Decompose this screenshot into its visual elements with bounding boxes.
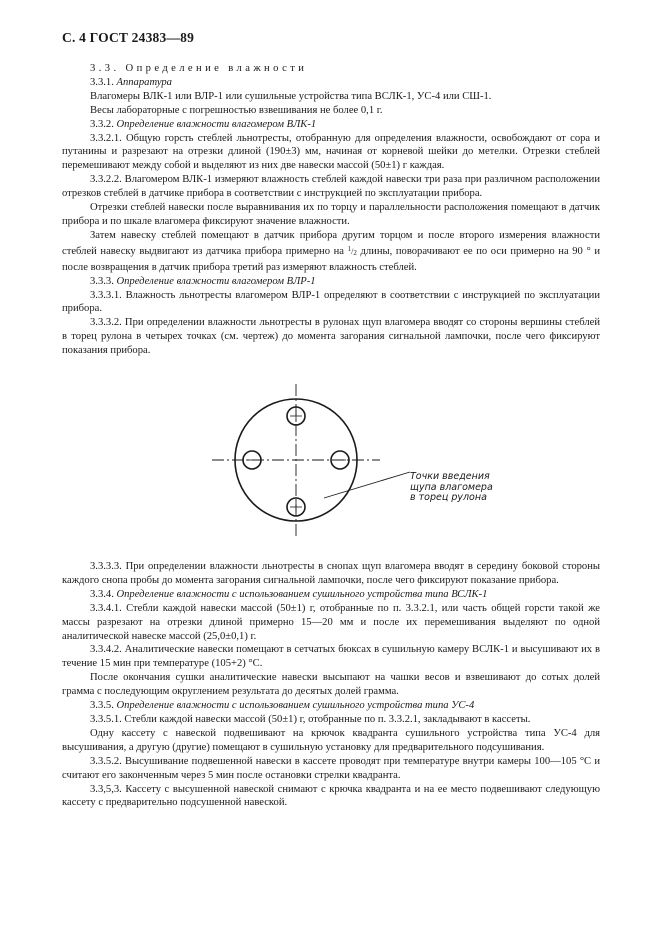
paragraph: Весы лабораторные с погрешностью взвешивания не более 0,1 г. (90, 104, 383, 116)
clause-number: 3.3.2. (90, 118, 117, 130)
fraction: $^1/_2$ (347, 244, 357, 257)
paragraph: 3.3.4.1. Стебли каждой навески массой (50±1) г, отобранные по п. 3.3.2.1, или часть общей горсти такой же массы разрезают на отрезки длиной примерно 15—20 мм и после их перемешивания выделяют по одной аналитической навеске массой (25,0±0,1) г. (62, 602, 600, 642)
clause-title: Определение влажности влагомером ВЛР-1 (116, 275, 316, 287)
paragraph: 3.3.3.1. Влажность льнотресты влагомером ВЛР-1 определяют в соответствии с инструкцией по эксплуатации прибора. (62, 289, 600, 315)
clause-title: Аппаратура (116, 76, 172, 88)
subsection-heading (62, 699, 600, 713)
paragraph-text: Затем навеску стеблей помещают в датчик прибора другим торцом и после второго измерения влажности стеблей навеску выдвигают из датчика прибора примерно на (62, 229, 600, 257)
diagram-svg (62, 364, 600, 552)
subsection-heading (62, 76, 600, 90)
paragraph: Одну кассету с навеской подвешивают на крючок квадранта сушильного устройства типа УС-4 для высушивания, а другую (другие) помещают в сушильную установку для предварительного подсушивания. (62, 727, 600, 753)
document-body (62, 62, 600, 810)
paragraph: После окончания сушки аналитические навески высыпают на чашки весов и взвешивают до сотых долей грамма с последующим округлением результата до десятых долей грамма. (62, 672, 600, 698)
paragraph-text: длины, поворачивают ее по оси примерно на 90 ° и после возвращения в датчик прибора третий раз измеряют влажность стеблей. (62, 245, 600, 273)
fraction-denominator: 2 (353, 248, 357, 257)
caption-line: щупа влагомера (410, 481, 493, 493)
paragraph: 3.3.2.1. Общую горсть стеблей льнотресты, отобранную для определения влажности, освобождают от сора и путанины и разрезают на отрезки длиной (190±3) мм, начиная от корневой шейки до метелки. Отрезки стеблей перемешивают между собой и выделяют из них две навески массой (50±1) г каждая. (62, 132, 600, 172)
clause-number: 3.3.3. (90, 275, 117, 287)
paragraph: Отрезки стеблей навески после выравнивания их по торцу и параллельности расположения помещают в датчик прибора и по шкале влагомера фиксируют значение влажности. (62, 202, 600, 227)
paragraph: 3.3.3.2. При определении влажности льнотресты в рулонах щуп влагомера вводят со стороны вершины стеблей в торец рулона в четырех точках (см. чертеж) до момента загорания сигнальной лампочки, после чего фиксируют показания прибора. (62, 317, 600, 357)
roll-insertion-diagram (62, 364, 600, 552)
paragraph: Влагомеры ВЛК-1 или ВЛР-1 или сушильные устройства типа ВСЛК-1, УС-4 или СШ-1. (90, 90, 492, 102)
clause-number: 3.3.4. (90, 588, 117, 600)
clause-number: 3.3.1. (90, 76, 117, 88)
paragraph: 3.3.4.2. Аналитические навески помещают в сетчатых бюксах в сушильную камеру ВСЛК-1 и высушивают их в течение 15 мин при температуре (105+2) °С. (62, 644, 600, 670)
subsection-heading (62, 275, 600, 289)
paragraph: 3.3.5.2. Высушивание подвешенной навески в кассете проводят при температуре внутри камеры 100—105 °С и считают его законченным через 5 мин после остановки стрелки квадранта. (62, 755, 600, 781)
caption-line: в торец рулона (410, 492, 487, 504)
clause-number: 3.3.5. (90, 700, 117, 712)
paragraph: 3.3.2.2. Влагомером ВЛК-1 измеряют влажность стеблей каждой навески три раза при различном расположении отрезков стеблей в датчике прибора в соответствии с инструкцией по эксплуатации прибора. (62, 174, 600, 200)
page-header: С. 4 ГОСТ 24383—89 (62, 30, 195, 45)
section-heading: 3.3. Определение влажности (90, 63, 308, 74)
clause-title: Определение влажности влагомером ВЛК-1 (116, 118, 317, 130)
paragraph: 3.3,5,3. Кассету с высушенной навеской снимают с крючка квадранта и на ее место подвешивают следующую кассету с предварительно подсушенной навеской. (62, 783, 600, 809)
subsection-heading (62, 118, 600, 132)
caption-line: Точки введения (410, 471, 490, 483)
fraction-numerator: 1 (347, 244, 352, 253)
clause-title: Определение влажности с использованием сушильного устройства типа ВСЛК-1 (116, 588, 488, 600)
clause-title: Определение влажности с использованием сушильного устройства типа УС-4 (116, 700, 475, 712)
paragraph: 3.3.5.1. Стебли каждой навески массой (50±1) г, отобранные по п. 3.3.2.1, закладывают в кассеты. (90, 714, 531, 725)
diagram-caption (410, 472, 493, 504)
subsection-heading (62, 588, 600, 602)
leader-line (324, 472, 410, 498)
paragraph (62, 229, 600, 275)
paragraph: 3.3.3.3. При определении влажности льнотресты в снопах щуп влагомера вводят в середину боковой стороны каждого снопа пробы до момента загорания сигнальной лампочки, после чего фиксируют показание прибора. (62, 561, 600, 586)
